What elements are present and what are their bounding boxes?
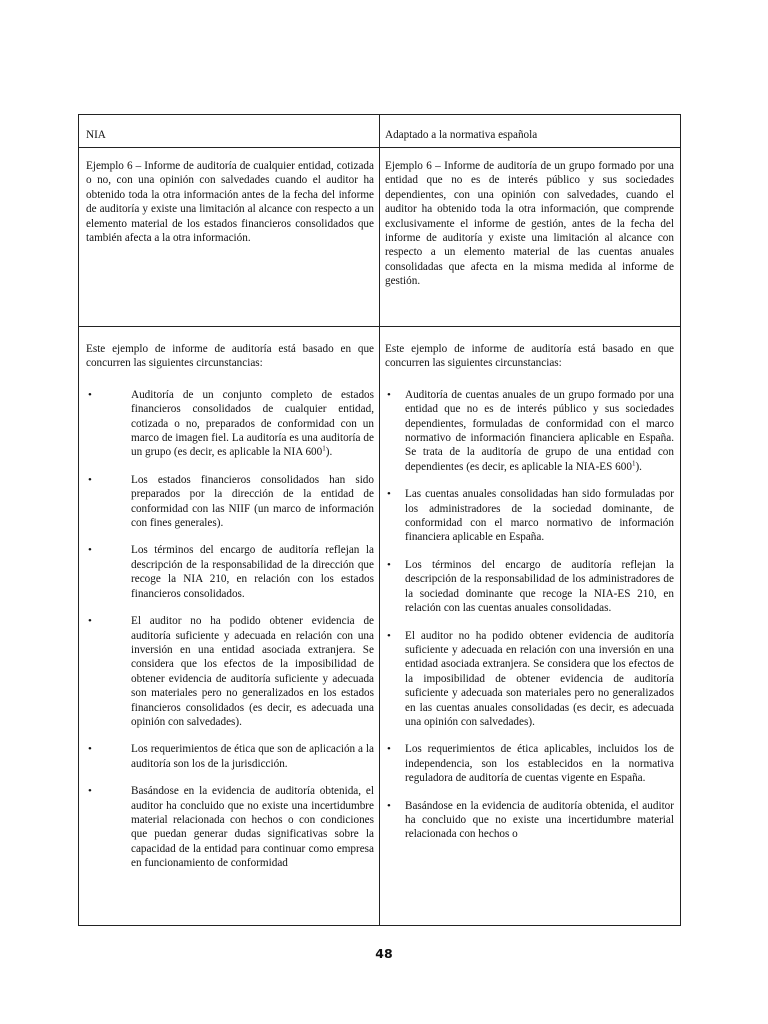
list-item [86, 388, 374, 460]
row-divider-example [79, 326, 680, 327]
bullet-icon: • [387, 488, 391, 501]
list-item-text: Basándose en la evidencia de auditoría obtenida, el auditor ha concluido que no existe una incertidumbre material relacionada con hechos o [405, 799, 674, 841]
list-item [86, 543, 374, 601]
list-item [86, 473, 374, 531]
list-item [86, 614, 374, 729]
bullet-icon: • [88, 388, 92, 401]
list-item [385, 558, 674, 616]
circumstances-nia [86, 342, 374, 884]
list-item-text-end: ). [325, 446, 333, 459]
circumstances-intro: Este ejemplo de informe de auditoría está basado en que concurren las siguientes circunstancias: [385, 343, 674, 370]
list-item-text: El auditor no ha podido obtener evidencia de auditoría suficiente y adecuada en relación con una inversión en una entidad asociada extranjera. Se considera que los efectos de la imposibilidad de obtener evidencia de auditoría suficiente y adecuada son materiales pero no generalizados en las cuentas anuales consolidadas (es decir, es adecuada una opinión con salvedades). [405, 629, 674, 728]
example-title-adapted: Ejemplo 6 – Informe de auditoría de un grupo formado por una entidad que no es de interés público y sus sociedades dependientes, con una opinión con salvedades, cuando el auditor ha obtenido toda la otra información, que comprende exclusivamente el informe de gestión, antes de la fecha del informe de auditoría y existe una limitación al alcance con respecto a un elemento material de las cuentas anuales consolidadas que afecta en la misma medida al informe de gestión. [385, 160, 674, 288]
header-adapted: Adaptado a la normativa española [385, 129, 538, 141]
list-item-text: Los requerimientos de ética aplicables, incluidos los de independencia, son los establecidos en la normativa reguladora de auditoría de cuentas vigente en España. [405, 743, 674, 785]
list-item [385, 799, 674, 842]
row-divider-header [79, 147, 680, 148]
list-item [385, 629, 674, 730]
comparison-table [78, 114, 681, 926]
footnote-ref: 1 [322, 444, 326, 453]
list-item-text: Auditoría de un conjunto completo de estados financieros consolidados de cualquier entidad, cotizada o no, preparados de conformidad con un marco de imagen fiel. La auditoría es una auditoría de un grupo (es decir, es aplicable la NIA 600 [131, 388, 374, 459]
bullet-icon: • [88, 743, 92, 756]
bullet-icon: • [88, 544, 92, 557]
bullet-icon: • [387, 799, 391, 812]
list-item [86, 742, 374, 771]
page-number: 48 [375, 946, 393, 961]
list-item [385, 388, 674, 474]
list-item-text: Auditoría de cuentas anuales de un grupo formado por una entidad que no es de interés público y sus sociedades dependientes, formuladas de conformidad con el marco normativo de información financiera aplicable en España. Se trata de la auditoría de grupo de una entidad con dependientes (es decir, es aplicable la NIA-ES 600 [405, 388, 674, 473]
header-nia: NIA [86, 129, 106, 141]
column-divider [379, 115, 380, 925]
footnote-ref: 1 [631, 459, 636, 468]
bullet-icon: • [387, 743, 391, 756]
bullet-icon: • [387, 388, 391, 401]
list-item [385, 487, 674, 545]
list-item [385, 742, 674, 785]
list-item-text: Los términos del encargo de auditoría reflejan la descripción de la responsabilidad de la dirección que recoge la NIA 210, en relación con los estados financieros consolidados. [131, 544, 374, 600]
bullet-icon: • [88, 615, 92, 628]
list-item-text: El auditor no ha podido obtener evidencia de auditoría suficiente y adecuada en relación con una inversión en una entidad asociada extranjera. Se considera que los efectos de la imposibilidad de obtener evidencia de auditoría suficiente y adecuada son materiales pero no generalizados en los estados financieros consolidados (es decir, es adecuada una opinión con salvedades). [131, 615, 374, 728]
list-item-text: Los requerimientos de ética que son de aplicación a la auditoría son los de la jurisdicción. [131, 743, 374, 770]
list-item-text: Los estados financieros consolidados han sido preparados por la dirección de la entidad de conformidad con las NIIF (un marco de información con fines generales). [131, 473, 374, 530]
bullet-icon: • [88, 473, 92, 486]
list-item-text: Basándose en la evidencia de auditoría obtenida, el auditor ha concluido que no existe una incertidumbre material relacionada con hechos o con condiciones que puedan generar dudas significativas sobre la capacidad de la entidad para continuar como empresa en funcionamiento de conformidad [131, 785, 374, 870]
bullet-icon: • [387, 629, 391, 642]
circumstances-intro: Este ejemplo de informe de auditoría está basado en que concurren las siguientes circunstancias: [86, 343, 374, 370]
circumstances-list [385, 388, 674, 842]
list-item-text: Los términos del encargo de auditoría reflejan la descripción de la responsabilidad de los administradores de la sociedad dominante que recoge la NIA-ES 210, en relación con las cuentas anuales consolidadas. [405, 558, 674, 615]
list-item-text-end: ). [635, 460, 642, 473]
bullet-icon: • [387, 558, 391, 571]
circumstances-list [86, 388, 374, 871]
list-item-text: Las cuentas anuales consolidadas han sido formuladas por los administradores de la sociedad dominante, de conformidad con el marco normativo de información financiera aplicable en España. [405, 488, 674, 544]
bullet-icon: • [88, 785, 92, 798]
example-title-nia: Ejemplo 6 – Informe de auditoría de cualquier entidad, cotizada o no, con una opinión con salvedades cuando el auditor ha obtenido toda la otra información antes de la fecha del informe de auditoría y existe una limitación al alcance con respecto a un elemento material de los estados financieros consolidados que también afecta a la otra información. [86, 160, 374, 245]
circumstances-adapted [385, 342, 674, 855]
list-item [86, 784, 374, 870]
